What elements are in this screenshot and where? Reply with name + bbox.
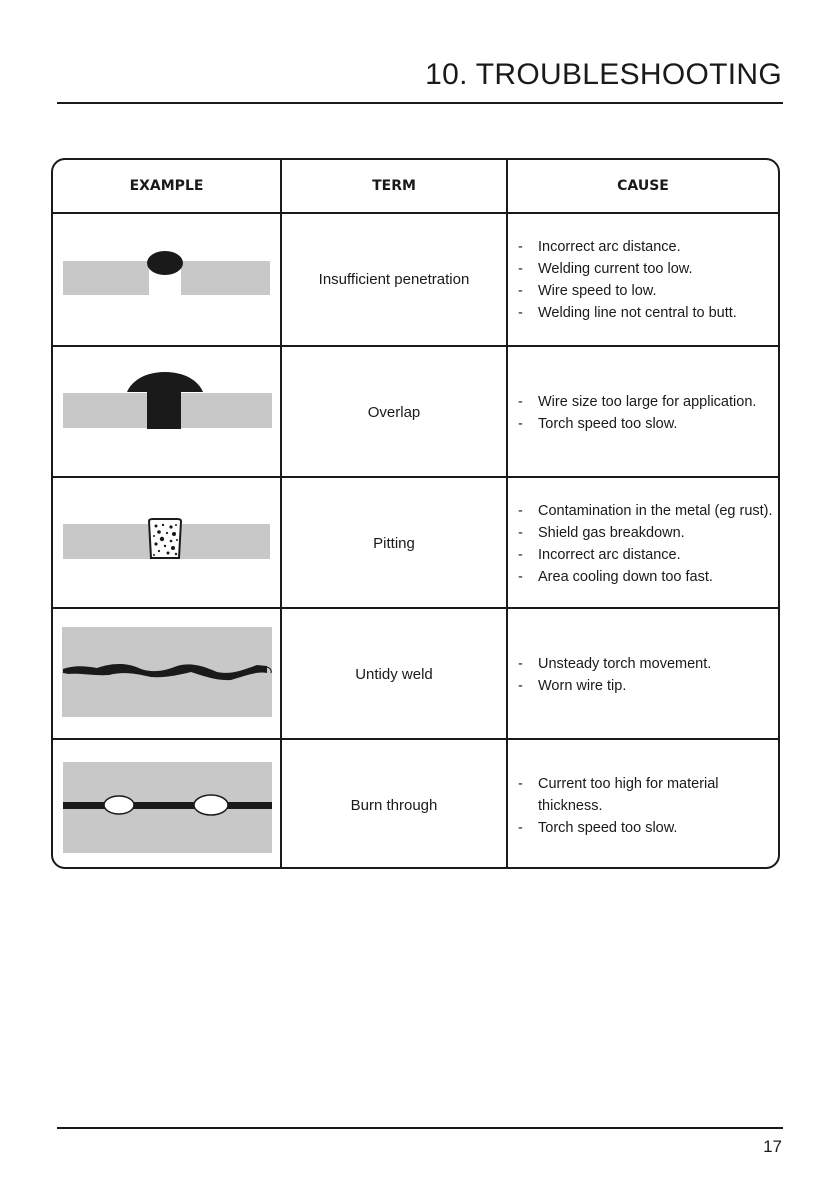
example-cell — [53, 214, 280, 345]
cause-item: - Torch speed too slow. — [518, 415, 678, 432]
cause-cell — [508, 478, 778, 609]
cause-cell — [508, 347, 778, 478]
table-row — [53, 478, 778, 609]
cause-item: - Contamination in the metal (eg rust). — [518, 502, 773, 519]
cause-item: - Welding current too low. — [518, 260, 693, 277]
term-cell: Insufficient penetration — [318, 271, 470, 288]
page-number: 17 — [763, 1137, 782, 1156]
cause-cell — [508, 609, 778, 740]
burn-through-icon — [53, 740, 280, 869]
term-cell: Burn through — [350, 797, 438, 814]
table-row — [53, 214, 778, 345]
column-header-example: EXAMPLE — [129, 178, 204, 194]
cause-item: - Wire size too large for application. — [518, 393, 757, 410]
example-cell — [53, 609, 280, 740]
footer-rule — [57, 1127, 783, 1129]
cause-item: - Wire speed to low. — [518, 282, 657, 299]
untidy-weld-icon — [53, 609, 280, 740]
cause-item: - Incorrect arc distance. — [518, 546, 681, 563]
example-cell — [53, 740, 280, 869]
table-row — [53, 609, 778, 740]
term-cell: Untidy weld — [355, 666, 433, 683]
troubleshooting-table — [51, 158, 780, 869]
overlap-icon — [53, 347, 280, 478]
cause-item: - Area cooling down too fast. — [518, 568, 713, 585]
cause-item: - Unsteady torch movement. — [518, 655, 712, 672]
cause-cell — [508, 740, 778, 869]
example-cell — [53, 478, 280, 609]
term-cell: Overlap — [367, 404, 421, 421]
cause-item: - Torch speed too slow. — [518, 819, 678, 836]
column-header-term: TERM — [372, 178, 416, 194]
cause-item: - Shield gas breakdown. — [518, 524, 685, 541]
cause-item: - Worn wire tip. — [518, 677, 627, 694]
insufficient-penetration-icon — [53, 214, 280, 345]
column-header-cause: CAUSE — [617, 178, 669, 194]
table-row — [53, 347, 778, 478]
cause-cell — [508, 214, 778, 345]
term-cell: Pitting — [373, 535, 415, 552]
table-row — [53, 740, 778, 869]
pitting-icon — [53, 478, 280, 609]
cause-item: - Welding line not central to butt. — [518, 304, 737, 321]
page-title: 10. TROUBLESHOOTING — [425, 58, 782, 91]
cause-item: - Incorrect arc distance. — [518, 238, 681, 255]
header-rule — [57, 102, 783, 104]
example-cell — [53, 347, 280, 478]
cause-item: - Current too high for material thickness. — [518, 775, 719, 814]
